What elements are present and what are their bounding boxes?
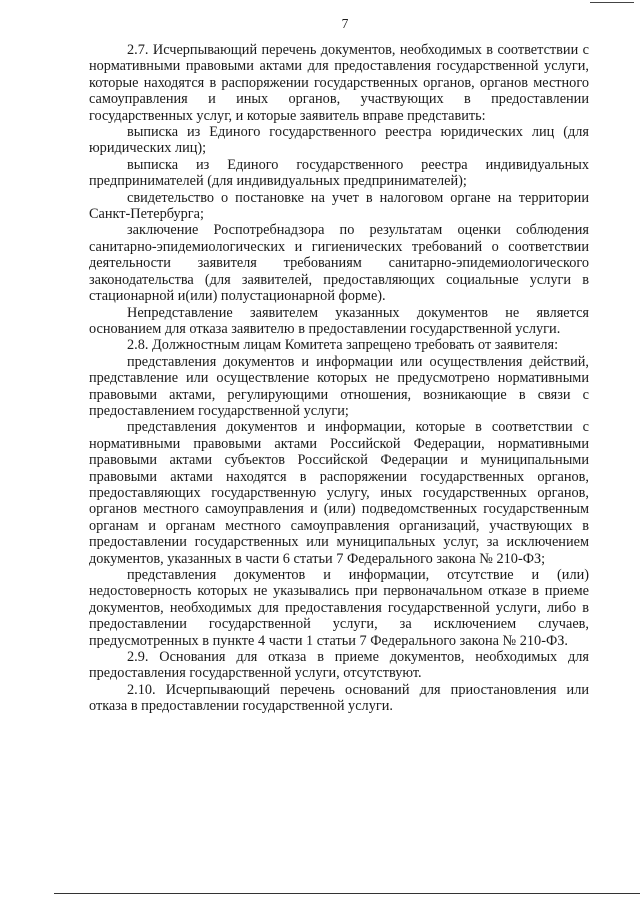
paragraph-egrip-extract: выписка из Единого государственного реестра индивидуальных предпринимателей (для индивидуальных предпринимателей); [89, 156, 589, 190]
scan-edge-line-bottom [54, 893, 640, 894]
paragraph-2-10: 2.10. Исчерпывающий перечень оснований для приостановления или отказа в предоставлении государственной услуги. [89, 681, 589, 715]
paragraph-tax-certificate: свидетельство о постановке на учет в налоговом органе на территории Санкт-Петербурга; [89, 189, 589, 223]
paragraph-prohibition-2: представления документов и информации, которые в соответствии с нормативными правовыми актами Российской Федерации, нормативными правовыми актами субъектов Российской Федерации и муниципальными правовыми актами находятся в распоряжении государственных органов, предоставляющих государственную услугу, иных государственных органов, органов местного самоуправления и (или) подведомственных государственным органам и органам местного самоуправления организаций, участвующих в предоставлении государственных или муниципальных услуг, за исключением документов, указанных в части 6 статьи 7 Федерального закона № 210-ФЗ; [89, 419, 589, 567]
paragraph-2-9: 2.9. Основания для отказа в приеме документов, необходимых для предоставления государственной услуги, отсутствуют. [89, 649, 589, 682]
scan-edge-line-top [590, 2, 634, 3]
paragraph-non-submission: Непредставление заявителем указанных документов не является основанием для отказа заявителю в предоставлении государственной услуги. [89, 304, 589, 337]
paragraph-egrul-extract: выписка из Единого государственного реестра юридических лиц (для юридических лиц); [89, 124, 589, 157]
paragraph-rospotrebnadzor-conclusion: заключение Роспотребнадзора по результатам оценки соблюдения санитарно-эпидемиологических и гигиенических требований о соответствии деятельности заявителя требованиям санитарно-эпидемиологического законодательства (для заявителей, предоставляющих социальные услуги в стационарной и(или) полустационарной форме). [89, 222, 589, 305]
page-number: 7 [341, 16, 349, 31]
paragraph-2-7-heading: 2.7. Исчерпывающий перечень документов, необходимых в соответствии с нормативными правовыми актами для предоставления государственной услуги, которые находятся в распоряжении государственных органов, органов местного самоуправления и иных органов, участвующих в предоставлении государственных услуг, и которые заявитель вправе представить: [89, 42, 589, 124]
paragraph-prohibition-1: представления документов и информации или осуществления действий, представление или осуществление которых не предусмотрено нормативными правовыми актами, регулирующими отношения, возникающие в связи с предоставлением государственной услуги; [89, 353, 589, 419]
document-body [89, 42, 589, 715]
paragraph-prohibition-3: представления документов и информации, отсутствие и (или) недостоверность которых не указывались при первоначальном отказе в приеме документов, необходимых для предоставления государственной услуги, либо в предоставлении государственной услуги, за исключением случаев, предусмотренных в пункте 4 части 1 статьи 7 Федерального закона № 210-ФЗ. [89, 567, 589, 649]
paragraph-2-8-heading: 2.8. Должностным лицам Комитета запрещено требовать от заявителя: [127, 337, 559, 354]
